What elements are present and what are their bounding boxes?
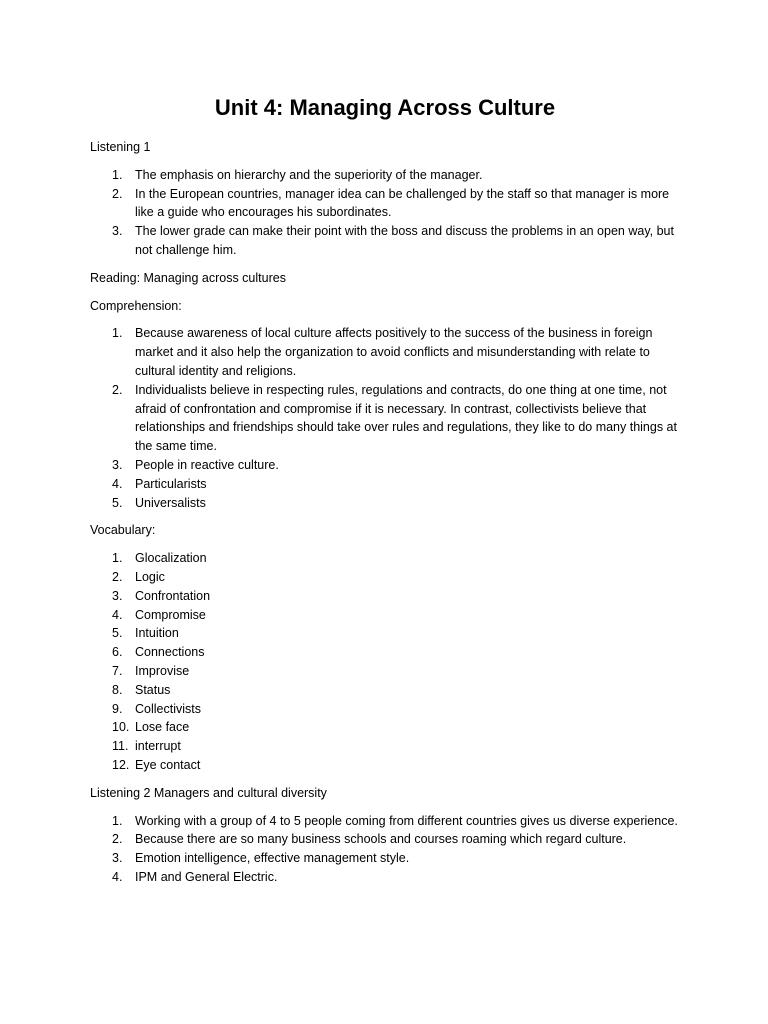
list-item-number: 2. (112, 569, 123, 584)
list-item-text: Compromise (135, 607, 206, 622)
list-item-text: Logic (135, 569, 165, 584)
list-item-number: 2. (112, 832, 123, 847)
list-item-number: 7. (112, 663, 123, 678)
list-item-number: 1. (112, 326, 123, 341)
list-item (90, 494, 680, 513)
list-item-text: Individualists believe in respecting rules, regulations and contracts, do one thing at one time, not afraid of confrontation and compromise if it is necessary. In contrast, collectivists believe that relationships and friendships should take over rules and regulations, they like to do many things at the same time. (135, 382, 677, 454)
list-item-text: Confrontation (135, 588, 211, 603)
list-item-number: 5. (112, 495, 123, 510)
list-item (90, 549, 680, 568)
list-item-text: Glocalization (135, 551, 207, 566)
list-item-text: Status (135, 682, 171, 697)
list-item (90, 624, 680, 643)
list-item-text: Because there are so many business schools and courses roaming which regard culture. (135, 832, 627, 847)
list-item-number: 3. (112, 851, 123, 866)
list-item-text: The emphasis on hierarchy and the superiority of the manager. (135, 167, 483, 182)
list-item-number: 4. (112, 607, 123, 622)
list-item (90, 381, 680, 456)
list-item-text: The lower grade can make their point with the boss and discuss the problems in an open way, but not challenge him. (135, 224, 674, 257)
list-item (90, 718, 680, 737)
list-item-text: interrupt (135, 739, 181, 754)
list-item-text: People in reactive culture. (135, 457, 279, 472)
list-item (90, 587, 680, 606)
section-heading: Listening 2 Managers and cultural diversity (90, 785, 327, 800)
list-item-number: 2. (112, 186, 123, 201)
list-item (90, 681, 680, 700)
section-heading: Listening 1 (90, 140, 151, 154)
list-item-number: 6. (112, 645, 123, 660)
numbered-list (90, 166, 680, 260)
section-heading: Vocabulary: (90, 523, 156, 538)
list-item-text: Improvise (135, 663, 190, 678)
list-item-text: Lose face (135, 720, 190, 735)
list-item (90, 185, 680, 223)
list-item-number: 4. (112, 869, 123, 884)
list-item-text: In the European countries, manager idea can be challenged by the staff so that manager is more like a guide who encourages his subordinates. (135, 186, 670, 220)
list-item-number: 1. (112, 167, 123, 182)
list-item (90, 868, 680, 887)
section-heading: Comprehension: (90, 298, 182, 313)
list-item-text: Universalists (135, 495, 206, 510)
list-item (90, 643, 680, 662)
list-item-number: 1. (112, 813, 123, 828)
list-item-number: 3. (112, 457, 123, 472)
list-item-number: 1. (112, 551, 123, 566)
list-item-number: 12. (112, 757, 130, 772)
numbered-list (90, 324, 680, 512)
list-item-number: 2. (112, 382, 123, 397)
list-item-number: 10. (112, 720, 130, 735)
list-item (90, 700, 680, 719)
numbered-list (90, 549, 680, 775)
list-item (90, 475, 680, 494)
document-body (90, 138, 680, 887)
list-item (90, 756, 680, 775)
list-item-text: Collectivists (135, 701, 201, 716)
list-item-number: 4. (112, 476, 123, 491)
list-item-number: 11. (112, 739, 129, 754)
list-item (90, 849, 680, 868)
document-title: Unit 4: Managing Across Culture (214, 95, 556, 120)
list-item (90, 222, 680, 260)
list-item-text: IPM and General Electric. (135, 869, 278, 884)
list-item-number: 9. (112, 701, 123, 716)
list-item-text: Emotion intelligence, effective management style. (135, 851, 410, 866)
list-item-number: 8. (112, 682, 123, 697)
list-item (90, 812, 680, 831)
list-item-text: Intuition (135, 626, 179, 641)
list-item (90, 324, 680, 380)
list-item-number: 3. (112, 224, 123, 239)
list-item (90, 662, 680, 681)
list-item-text: Eye contact (135, 757, 201, 772)
list-item-number: 3. (112, 588, 123, 603)
list-item (90, 830, 680, 849)
list-item (90, 606, 680, 625)
list-item-text: Working with a group of 4 to 5 people coming from different countries gives us diverse experience. (135, 813, 678, 828)
list-item (90, 166, 680, 185)
list-item-number: 5. (112, 626, 123, 641)
list-item (90, 456, 680, 475)
list-item (90, 568, 680, 587)
section-heading: Reading: Managing across cultures (90, 270, 286, 285)
list-item (90, 737, 680, 756)
numbered-list (90, 812, 680, 887)
list-item-text: Connections (135, 645, 205, 660)
list-item-text: Because awareness of local culture affects positively to the success of the business in foreign market and it also help the organization to avoid conflicts and misunderstanding with relate to cultural identity and religions. (135, 326, 653, 378)
list-item-text: Particularists (135, 476, 207, 491)
